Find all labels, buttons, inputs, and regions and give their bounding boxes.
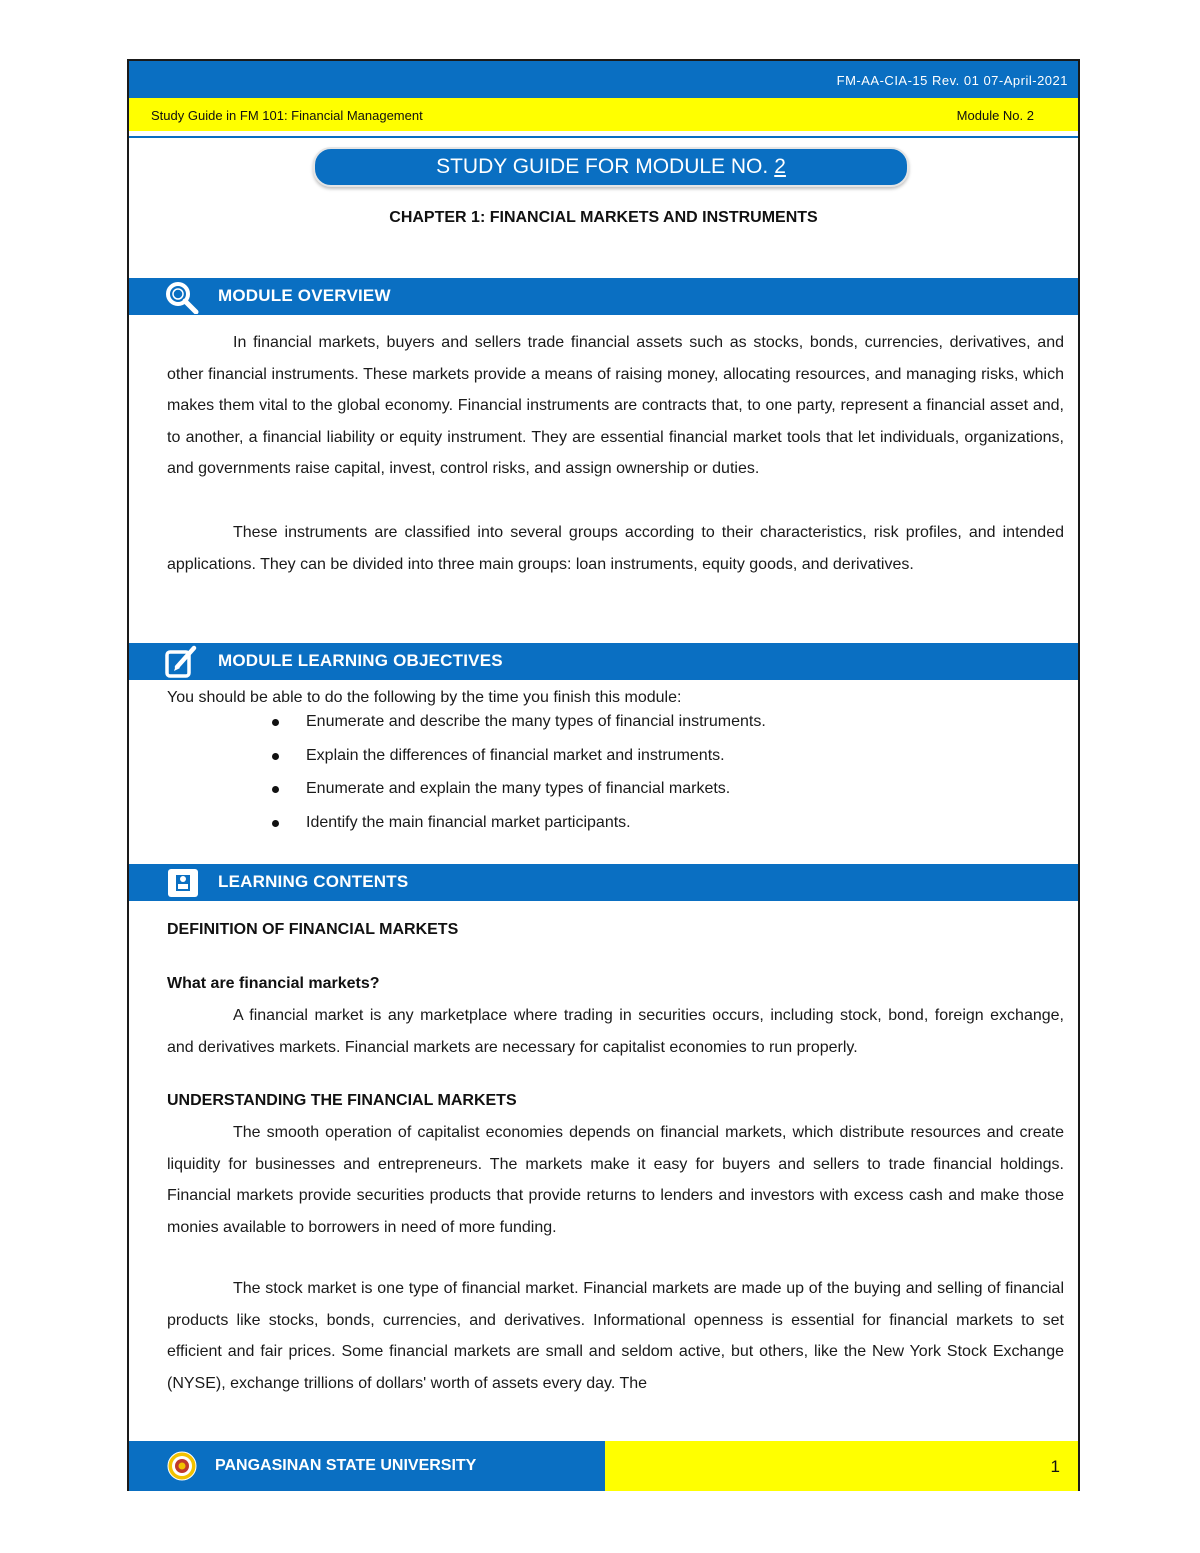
course-title: Study Guide in FM 101: Financial Management: [151, 108, 423, 123]
form-code: FM-AA-CIA-15 Rev. 01 07-April-2021: [836, 73, 1068, 88]
objectives-list: [167, 712, 766, 846]
question-heading: What are financial markets?: [167, 975, 380, 992]
module-number: 2: [774, 155, 786, 178]
header-blue-bar: [129, 61, 1078, 98]
objective-item: Enumerate and explain the many types of financial markets.: [167, 779, 766, 813]
bullet-icon: [272, 753, 279, 760]
bullet-icon: [272, 820, 279, 827]
overview-paragraph-2: These instruments are classified into several groups according to their characteristics, risk profiles, and intended applications. They can be divided into three main groups: loan instruments, equity goods, and derivatives.: [167, 524, 1064, 573]
section-label-contents: LEARNING CONTENTS: [218, 872, 409, 891]
section-header-objectives: [129, 643, 1078, 680]
university-name: PANGASINAN STATE UNIVERSITY: [215, 1457, 477, 1474]
objective-item: Identify the main financial market participants.: [167, 813, 766, 847]
objective-item: Explain the differences of financial market and instruments.: [167, 746, 766, 780]
study-guide-title-text: STUDY GUIDE FOR MODULE NO.: [436, 155, 769, 178]
objective-item: Enumerate and describe the many types of financial instruments.: [167, 712, 766, 746]
understanding-paragraph: The smooth operation of capitalist economies depends on financial markets, which distribute resources and create liquidity for businesses and entrepreneurs. The markets make it easy for buyers and sellers to trade financial holdings. Financial markets provide securities products that provide returns to lenders and investors with excess cash and make those monies available to borrowers in need of more funding.: [167, 1124, 1064, 1236]
section-header-contents: [129, 864, 1078, 901]
footer-yellow-block: [605, 1441, 1078, 1491]
section-header-overview: [129, 278, 1078, 315]
bullet-icon: [272, 719, 279, 726]
section-label-objectives: MODULE LEARNING OBJECTIVES: [218, 651, 503, 670]
book-icon: [163, 866, 203, 900]
footer-blue-block: [129, 1441, 605, 1491]
chapter-title: CHAPTER 1: FINANCIAL MARKETS AND INSTRUMENTS: [389, 209, 818, 226]
study-guide-title: [313, 147, 909, 187]
page-frame: [127, 59, 1080, 1491]
header-yellow-bar: [129, 98, 1078, 131]
pencil-edit-icon: [163, 645, 203, 679]
module-number-label: Module No. 2: [956, 108, 1034, 123]
bullet-icon: [272, 786, 279, 793]
section-label-overview: MODULE OVERVIEW: [218, 286, 391, 305]
magnifier-icon: [163, 280, 203, 314]
understanding-heading: UNDERSTANDING THE FINANCIAL MARKETS: [167, 1092, 517, 1109]
page-number: 1: [1050, 1457, 1060, 1476]
overview-paragraph-1: In financial markets, buyers and sellers trade financial assets such as stocks, bonds, currencies, derivatives, and other financial instruments. These markets provide a means of raising money, allocating resources, and managing risks, which makes them vital to the global economy. Financial instruments are contracts that, to one party, represent a financial asset and, to another, a financial liability or equity instrument. They are essential financial market tools that let individuals, organizations, and governments raise capital, invest, control risks, and assign ownership or duties.: [167, 334, 1064, 478]
definition-heading: DEFINITION OF FINANCIAL MARKETS: [167, 921, 459, 938]
stock-market-paragraph: The stock market is one type of financial market. Financial markets are made up of the buying and selling of financial products like stocks, bonds, currencies, and derivatives. Informational openness is essential for financial markets to set efficient and fair prices. Some financial markets are small and seldom active, but others, like the New York Stock Exchange (NYSE), exchange trillions of dollars' worth of assets every day. The: [167, 1280, 1064, 1392]
objectives-intro: You should be able to do the following by the time you finish this module:: [167, 689, 682, 706]
university-seal-icon: [167, 1451, 197, 1481]
definition-paragraph: A financial market is any marketplace where trading in securities occurs, including stock, bond, foreign exchange, and derivatives markets. Financial markets are necessary for capitalist economies to run properly.: [167, 1007, 1064, 1056]
header-divider: [129, 136, 1078, 138]
